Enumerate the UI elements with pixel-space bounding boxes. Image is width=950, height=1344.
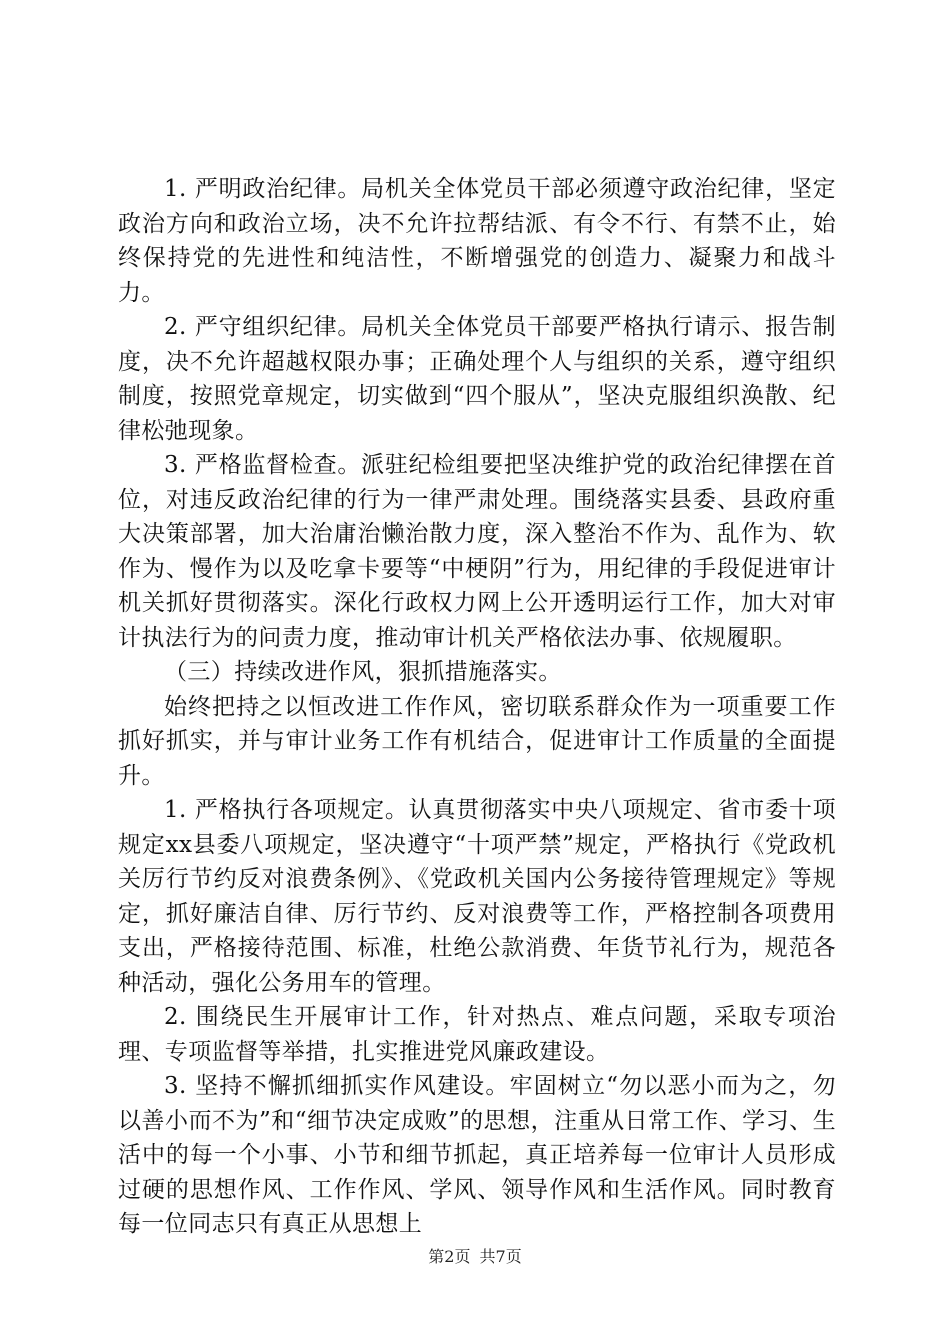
page-total: 共7页 — [479, 1247, 522, 1266]
paragraph-political-discipline: 1. 严明政治纪律。局机关全体党员干部必须遵守政治纪律，坚定政治方向和政治立场，决不允许拉帮结派、有令不行、有禁不止，始终保持党的先进性和纯洁性，不断增强党的创造力、凝聚力和战斗力。 — [118, 176, 836, 306]
paragraph-organizational-discipline: 2. 严守组织纪律。局机关全体党员干部要严格执行请示、报告制度，决不允许超越权限办事；正确处理个人与组织的关系，遵守组织制度，按照党章规定，切实做到“四个服从”，坚决克服组织涣散、纪律松弛现象。 — [118, 314, 836, 444]
paragraph-section-intro: 始终把持之以恒改进工作作风，密切联系群众作为一项重要工作抓好抓实，并与审计业务工作有机结合，促进审计工作质量的全面提升。 — [118, 693, 836, 789]
paragraph-supervision-inspection: 3. 严格监督检查。派驻纪检组要把坚决维护党的政治纪律摆在首位，对违反政治纪律的行为一律严肃处理。围绕落实县委、县政府重大决策部署，加大治庸治懒治散力度，深入整治不作为、乱作为、软作为、慢作为以及吃拿卡要等“中梗阴”行为，用纪律的手段促进审计机关抓好贯彻落实。深化行政权力网上公开透明运行工作，加大对审计执法行为的问责力度，推动审计机关严格依法办事、依规履职。 — [118, 452, 836, 651]
paragraph-implement-regulations: 1. 严格执行各项规定。认真贯彻落实中央八项规定、省市委十项规定xx县委八项规定，坚决遵守“十项严禁”规定，严格执行《党政机关厉行节约反对浪费条例》、《党政机关国内公务接待管理规定》等规定，抓好廉洁自律、厉行节约、反对浪费等工作，严格控制各项费用支出，严格接待范围、标准，杜绝公款消费、年货节礼行为，规范各种活动，强化公务用车的管理。 — [118, 797, 836, 996]
document-body — [118, 172, 836, 1242]
page-footer — [0, 1244, 950, 1267]
paragraph-livelihood-audit: 2. 围绕民生开展审计工作，针对热点、难点问题，采取专项治理、专项监督等举措，扎实推进党风廉政建设。 — [118, 1004, 836, 1065]
section-heading-improve-style: （三）持续改进作风，狠抓措施落实。 — [164, 659, 562, 685]
paragraph-style-building: 3. 坚持不懈抓细抓实作风建设。牢固树立“勿以恶小而为之，勿以善小而不为”和“细节决定成败”的思想，注重从日常工作、学习、生活中的每一个小事、小节和细节抓起，真正培养每一位审计人员形成过硬的思想作风、工作作风、学风、领导作风和生活作风。同时教育每一位同志只有真正从思想上 — [118, 1073, 836, 1237]
page-number: 第2页 — [428, 1247, 471, 1266]
